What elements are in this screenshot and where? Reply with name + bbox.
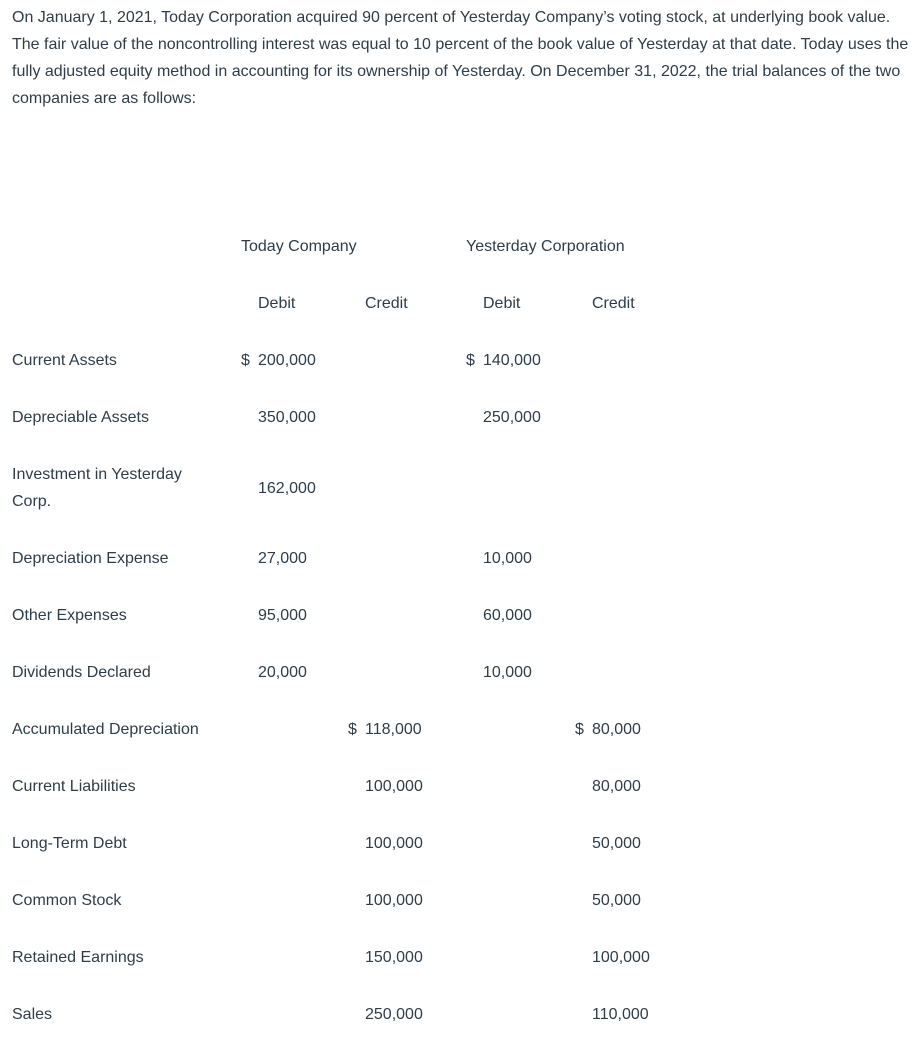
yesterday-credit-amount — [575, 929, 695, 986]
today-debit-amount — [241, 587, 348, 644]
account-label: Common Stock — [12, 892, 122, 909]
today-debit-header: Debit — [258, 295, 296, 312]
today-credit-amount — [348, 701, 466, 758]
yesterday-debit-amount — [466, 986, 575, 1043]
table-row — [12, 644, 695, 701]
account-label: Other Expenses — [12, 607, 127, 624]
amount-value: 162,000 — [258, 479, 316, 497]
amount-value: 100,000 — [365, 778, 423, 795]
yesterday-credit-amount — [575, 530, 695, 587]
amount-value: 80,000 — [592, 721, 641, 738]
yesterday-credit-amount — [575, 446, 695, 530]
today-debit-amount — [241, 701, 348, 758]
yesterday-debit-amount — [466, 815, 575, 872]
today-credit-amount — [348, 758, 466, 815]
table-row — [12, 332, 695, 389]
trial-balance-table — [12, 218, 695, 1043]
yesterday-debit-amount — [466, 644, 575, 701]
amount-value: 250,000 — [483, 409, 541, 426]
today-debit-amount — [241, 929, 348, 986]
currency-symbol: $ — [466, 352, 475, 369]
today-credit-amount — [348, 446, 466, 530]
empty-header-cell — [12, 275, 241, 332]
yesterday-debit-amount — [466, 389, 575, 446]
amount-value: 80,000 — [592, 778, 641, 795]
account-label: Depreciation Expense — [12, 550, 169, 567]
amount-value: 350,000 — [258, 409, 316, 426]
amount-value: 20,000 — [258, 664, 307, 681]
today-debit-amount — [241, 389, 348, 446]
today-debit-amount — [241, 644, 348, 701]
yesterday-credit-amount — [575, 701, 695, 758]
amount-value: 200,000 — [258, 352, 316, 369]
today-debit-amount — [241, 815, 348, 872]
debit-credit-header-row — [12, 275, 695, 332]
amount-value: 60,000 — [483, 607, 532, 624]
today-credit-amount — [348, 644, 466, 701]
yesterday-credit-amount — [575, 986, 695, 1043]
currency-symbol: $ — [348, 721, 357, 738]
amount-value: 50,000 — [592, 892, 641, 909]
today-debit-amount — [241, 446, 348, 530]
today-credit-amount — [348, 929, 466, 986]
yesterday-debit-amount — [466, 446, 575, 530]
amount-value: 10,000 — [483, 550, 532, 567]
today-company-header: Today Company — [241, 238, 357, 255]
today-credit-amount — [348, 587, 466, 644]
yesterday-credit-amount — [575, 815, 695, 872]
account-label: Current Assets — [12, 352, 117, 369]
account-label: Sales — [12, 1006, 53, 1023]
yesterday-debit-header: Debit — [483, 295, 521, 312]
company-header-row — [12, 218, 695, 275]
amount-value: 50,000 — [592, 835, 641, 852]
amount-value: 100,000 — [365, 892, 423, 909]
amount-value: 10,000 — [483, 664, 532, 681]
yesterday-credit-amount — [575, 389, 695, 446]
yesterday-debit-amount — [466, 872, 575, 929]
table-row — [12, 758, 695, 815]
today-debit-amount — [241, 332, 348, 389]
table-row — [12, 530, 695, 587]
account-label: Long-Term Debt — [12, 835, 127, 852]
account-label: Dividends Declared — [12, 664, 151, 681]
amount-value: 118,000 — [365, 721, 422, 738]
account-label: Retained Earnings — [12, 949, 144, 966]
today-debit-amount — [241, 872, 348, 929]
currency-symbol: $ — [575, 721, 584, 738]
yesterday-debit-amount — [466, 758, 575, 815]
table-row — [12, 587, 695, 644]
yesterday-debit-amount — [466, 587, 575, 644]
today-credit-header: Credit — [365, 295, 408, 312]
trial-balance-body — [12, 332, 695, 1043]
today-credit-amount — [348, 872, 466, 929]
table-row — [12, 929, 695, 986]
account-label: Investment in Yesterday Corp. — [12, 466, 182, 510]
account-label: Accumulated Depreciation — [12, 721, 199, 738]
currency-symbol: $ — [241, 352, 250, 369]
today-credit-amount — [348, 332, 466, 389]
amount-value: 100,000 — [592, 949, 650, 966]
problem-statement: On January 1, 2021, Today Corporation acquired 90 percent of Yesterday Company’s voting stock, at underlying book value. The fair value of the noncontrolling interest was equal to 10 percent of the book value of Yesterday at that date. Today uses the fully adjusted equity method in accounting for its ownership of Yesterday. On December 31, 2022, the trial balances of the two companies are as follows: — [12, 9, 909, 107]
table-row — [12, 701, 695, 758]
today-credit-amount — [348, 530, 466, 587]
yesterday-debit-amount — [466, 701, 575, 758]
yesterday-credit-amount — [575, 872, 695, 929]
table-row — [12, 815, 695, 872]
today-credit-amount — [348, 986, 466, 1043]
amount-value: 27,000 — [258, 550, 307, 567]
yesterday-credit-header: Credit — [592, 295, 635, 312]
amount-value: 110,000 — [592, 1006, 649, 1023]
table-row — [12, 446, 695, 530]
empty-header-cell — [12, 218, 241, 275]
today-debit-amount — [241, 986, 348, 1043]
amount-value: 100,000 — [365, 835, 423, 852]
today-debit-amount — [241, 530, 348, 587]
yesterday-credit-amount — [575, 644, 695, 701]
today-credit-amount — [348, 389, 466, 446]
table-row — [12, 872, 695, 929]
yesterday-corporation-header: Yesterday Corporation — [466, 238, 625, 255]
yesterday-debit-amount — [466, 332, 575, 389]
today-credit-amount — [348, 815, 466, 872]
today-debit-amount — [241, 758, 348, 815]
account-label: Current Liabilities — [12, 778, 136, 795]
amount-value: 95,000 — [258, 607, 307, 624]
amount-value: 140,000 — [483, 352, 541, 369]
table-row — [12, 986, 695, 1043]
amount-value: 250,000 — [365, 1006, 423, 1023]
yesterday-credit-amount — [575, 587, 695, 644]
yesterday-debit-amount — [466, 530, 575, 587]
amount-value: 150,000 — [365, 949, 423, 966]
account-label: Depreciable Assets — [12, 409, 149, 426]
yesterday-credit-amount — [575, 758, 695, 815]
yesterday-debit-amount — [466, 929, 575, 986]
table-row — [12, 389, 695, 446]
yesterday-credit-amount — [575, 332, 695, 389]
